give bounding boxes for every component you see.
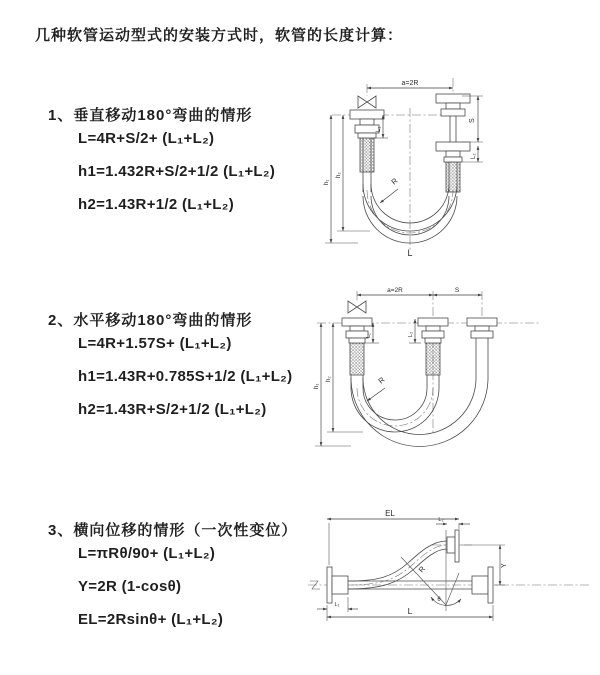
radius-label: R: [376, 375, 387, 386]
dim-label-span: a=2R: [401, 80, 419, 87]
section-3-formula-EL: EL=2Rsinθ+ (L₁+L₂): [78, 611, 224, 628]
length-label: L: [407, 248, 413, 258]
dim-label-height1: h₁: [324, 179, 330, 185]
radius-label: R: [389, 176, 400, 187]
section-2-heading: 2、水平移动180°弯曲的情形: [48, 312, 253, 329]
dim-label-fitting-left: L₁: [376, 126, 382, 132]
section-1-formula-L: L=4R+S/2+ (L₁+L₂): [78, 130, 215, 147]
dim-label-length: L: [407, 606, 413, 616]
dim-label-fitting-right: L₂: [471, 153, 477, 159]
diagram-lateral-offset: [300, 505, 600, 665]
diagram-vertical-180-bend: [312, 72, 590, 260]
dim-label-height2: h₂: [326, 376, 332, 382]
dim-label-height1: h₁: [314, 383, 320, 389]
dim-label-fitting-left: L₁: [334, 602, 340, 608]
hose-outline: [350, 338, 488, 447]
dim-label-fitting-right: L₂: [408, 331, 414, 337]
valve-icon: [358, 96, 376, 108]
dim-label-fitting-top: L₂: [438, 517, 444, 523]
section-2-formula-h2: h2=1.43R+S/2+1/2 (L₁+L₂): [78, 401, 267, 418]
dim-label-travel: S: [454, 287, 460, 294]
section-3-heading: 3、横向位移的情形（一次性变位）: [48, 522, 298, 539]
centerlines: [332, 78, 462, 250]
section-3-formula-Y: Y=2R (1-cosθ): [78, 578, 182, 595]
section-1-formula-h1: h1=1.432R+S/2+1/2 (L₁+L₂): [78, 163, 276, 180]
section-2-formula-L: L=4R+1.57S+ (L₁+L₂): [78, 335, 232, 352]
dim-label-offset: Y: [501, 563, 508, 568]
dim-label-el: EL: [385, 509, 395, 518]
dim-label-span: a=2R: [387, 287, 403, 294]
diagram-horizontal-180-bend: [305, 283, 595, 468]
valve-icon: [348, 301, 366, 313]
dim-label-height2: h₂: [336, 172, 342, 178]
section-2-formula-h1: h1=1.43R+0.785S+1/2 (L₁+L₂): [78, 368, 293, 385]
dimension-lines: [314, 287, 482, 446]
section-1-formula-h2: h2=1.43R+1/2 (L₁+L₂): [78, 196, 235, 213]
radius-label: R: [416, 564, 428, 575]
page-title: 几种软管运动型式的安装方式时，软管的长度计算：: [35, 27, 404, 44]
dim-label-travel: S: [469, 118, 476, 123]
angle-label: θ: [437, 597, 441, 603]
dim-label-fitting-left: L₁: [366, 333, 372, 338]
section-1-heading: 1、垂直移动180°弯曲的情形: [48, 107, 253, 124]
section-3-formula-L: L=πRθ/90+ (L₁+L₂): [78, 545, 216, 562]
fittings: [342, 318, 497, 343]
